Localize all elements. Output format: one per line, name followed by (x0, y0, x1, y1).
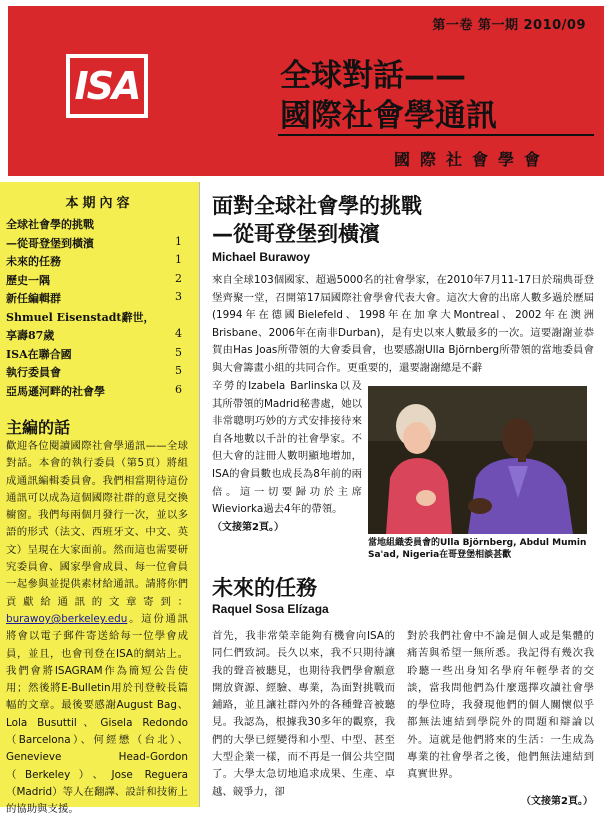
toc-item[interactable]: 歷史一隅 2 (6, 271, 182, 287)
newsletter-title-line1: 全球對話—— (280, 58, 466, 94)
article1-continued[interactable]: （文接第2頁。） (212, 521, 284, 533)
toc-title: 本期內容 (65, 196, 134, 211)
article2-title: 未來的任務 (212, 576, 317, 600)
issue-info: 第一卷 第一期 2010/09 (432, 18, 586, 33)
article1-paragraph: 來自全球103個國家、超過5000名的社會學家，在2010年7月11-17日於瑞典哥登堡齊聚一堂，召開第17屆國際社會學會代表大會。這次大會的出席人數多過於歷屆(1994年在德國Bielefeld、1998年在加拿大Montreal、2002年在澳洲Brisbane、2006年在南非Durban)，是有史以來人數最多的一次。這要謝謝並恭賀由Has Joas所帶領的大會委員會，也要感謝Ulla Björnberg所帶領的當地委員會與大會籌畫小組的共同合作。更重要的，還要謝謝總是不辭 (212, 274, 594, 374)
newsletter-title-line2: 國際社會學通訊 (280, 98, 497, 134)
toc-item[interactable]: 亞馬遜河畔的社會學 6 (6, 382, 182, 398)
toc-item[interactable]: 執行委員會 5 (6, 364, 182, 379)
toc-item[interactable]: Shmuel Eisenstadt辭世， (6, 310, 155, 324)
editorial-body: 歡迎各位閱讀國際社會學通訊——全球對話。本會的執行委員（第5頁）將組成通訊編輯委員會。我們相當期待這份通訊可以成為這個國際社群的意見交換櫥窗。我們每兩個月發行一次，並以多語的形式（法文、西班牙文、中文、英文）呈現在大家面前。然而這也需要研究委員會、國家學會成員、每一位會員一起參與並提供素材給通訊。請將你們貢獻給通訊的文章寄到：burawoy@berkeley.edu。這份通訊將會以電子郵件寄送給每一位學會成員，並且，也會刊登在ISA的網站上。我們會將ISAGRAM作為簡短公告使用；然後將E-Bulletin用於刊登較長篇幅的文章。最後要感謝August Bag、Lola Busuttil、Gisela Redondo（Barcelona）、何經懋（台北）、Genevieve Head-Gordon（Berkeley）、Jose Reguera（Madrid）等人在翻譯、設計和技術上的協助與支援。 (6, 440, 188, 816)
sidebar (0, 182, 200, 816)
title-divider (278, 134, 594, 136)
article2-column1: 首先，我非常榮幸能夠有機會向ISA的同仁們致詞。長久以來，我不只期待讓我的聲音被聽見，也期待我們學會願意開放資源、經驗、專業，為面對挑戰而鋪路，並且讓社群內外的各種聲音被聽見。我認為，根據我30多年的觀察，我們的大學已經變得和小型、中型、甚至大型企業一樣，而不再是一個公共空間了。大學太急切地追求成果、生產、卓越、競爭力，卻 (212, 630, 395, 798)
article2-continued[interactable]: （文接第2頁。） (521, 796, 593, 807)
article2-author: Raquel Sosa Elízaga (212, 602, 329, 616)
photo-caption: 當地組織委員會的Ulla Björnberg, Abdul Mumin Sa'ad, Nigeria在哥登堡相談甚歡 (368, 538, 587, 560)
article1-author: Michael Burawoy (212, 250, 311, 264)
article2-column2: 對於我們社會中不論是個人或是集體的痛苦與希望一無所悉。我記得有幾次我聆聽一些出身知名學府年輕學者的交談，當我問他們為什麼選擇攻讀社會學的學位時，我發現他們的個人關懷似乎都無法連結到學院外的問題和辯論以外。這就是他們將來的生活：一生成為專業的社會學者之後，他們無法連結到真實世界。 (407, 630, 594, 781)
editor-email-link[interactable]: burawoy@berkeley.edu (6, 612, 128, 625)
toc-item[interactable]: 新任編輯群 3 (6, 290, 182, 305)
organization-name: 國際社會學會 (394, 150, 551, 169)
isa-logo-text: ISA (70, 58, 144, 114)
article1-title: 面對全球社會學的挑戰 —從哥登堡到橫濱 (212, 194, 422, 246)
editorial-title: 主編的話 (6, 418, 71, 437)
toc-item[interactable]: ISA在聯合國 5 (6, 345, 182, 361)
toc-item[interactable]: 全球社會學的挑戰 (6, 218, 94, 231)
isa-logo (66, 54, 148, 118)
toc-item[interactable]: 未來的任務 1 (6, 253, 182, 268)
toc-item[interactable]: —從哥登堡到橫濱 1 (6, 234, 182, 250)
article1-paragraph-continued: 辛勞的Izabela Barlinska以及其所帶領的Madrid秘書處，她以非常聰明巧妙的方式安排接待來自各地數以千計的社會學家。不但大會的註冊人數明顯地增加，ISA的會員數也成長為8年前的兩倍。這一切要歸功於主席Wieviorka過去4年的帶領。 （文接第2頁。） (212, 380, 362, 533)
header-banner (8, 6, 604, 176)
photo-organizers (368, 386, 587, 534)
toc-item[interactable]: 享壽87歲 4 (6, 327, 182, 342)
table-of-contents (6, 216, 182, 401)
